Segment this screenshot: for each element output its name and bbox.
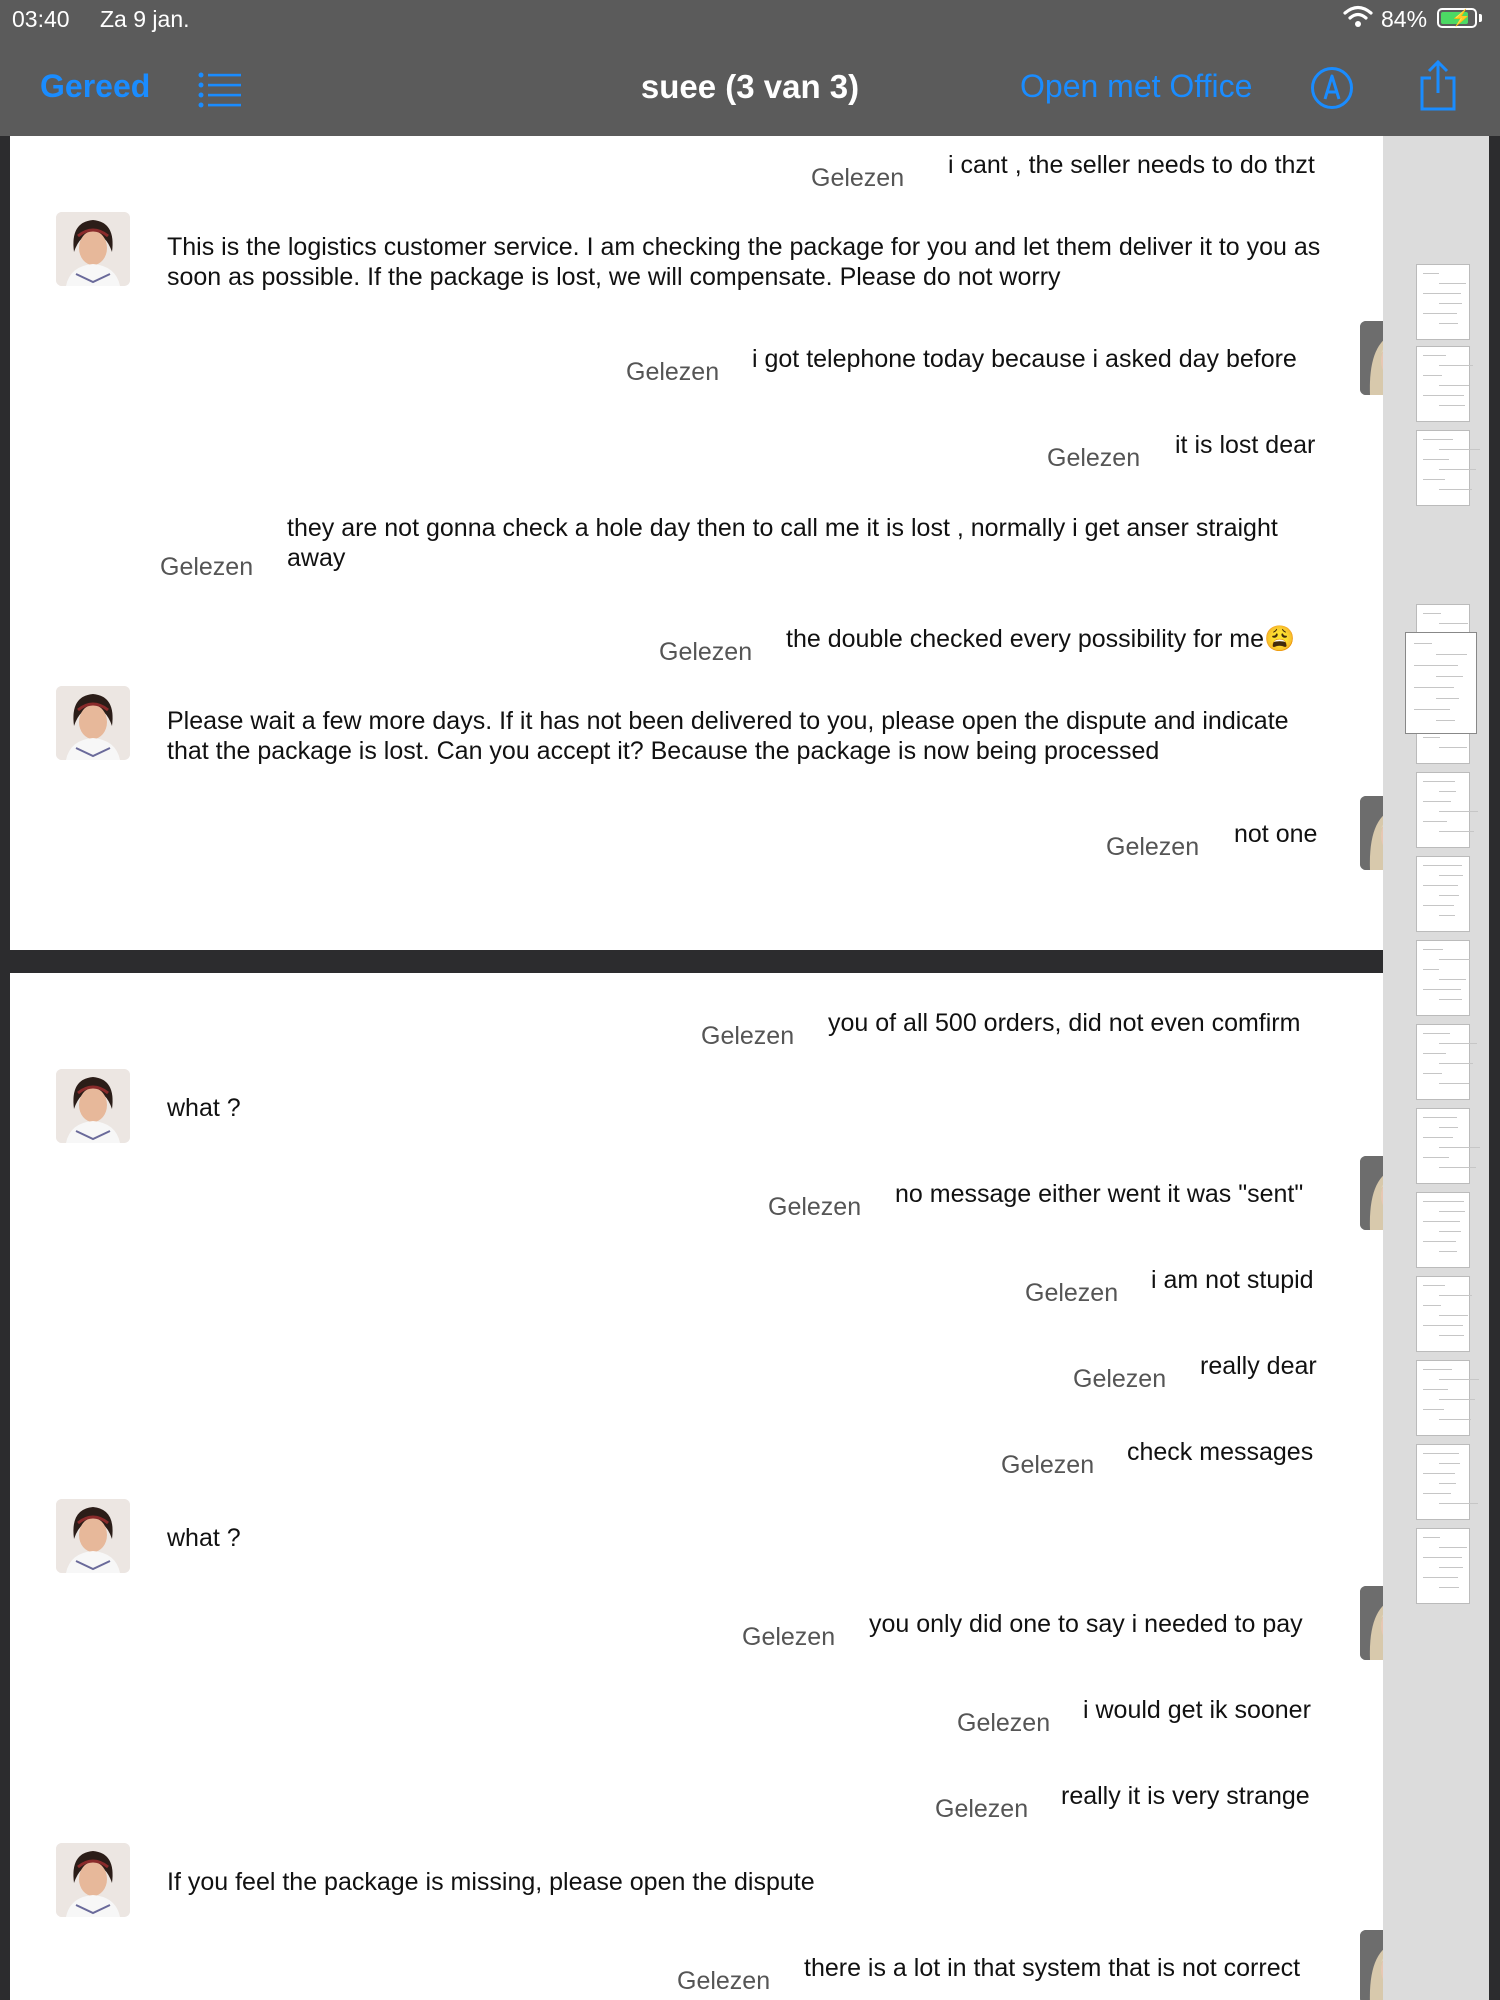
page-thumbnail[interactable] xyxy=(1416,772,1470,848)
read-status: Gelezen xyxy=(811,164,905,192)
seller-avatar xyxy=(56,1499,130,1573)
seller-avatar xyxy=(56,1069,130,1143)
thumbnail-text-line xyxy=(1439,1295,1472,1296)
current-page-thumbnail[interactable] xyxy=(1405,632,1477,734)
thumbnail-text-line xyxy=(1423,613,1441,614)
thumbnail-text-line xyxy=(1439,875,1463,876)
message-text: really it is very strange xyxy=(1061,1782,1310,1810)
thumbnail-text-line xyxy=(1423,1221,1460,1222)
thumbnail-text-line xyxy=(1423,1157,1449,1158)
message-text: you only did one to say i needed to pay xyxy=(869,1610,1303,1638)
thumbnail-text-line xyxy=(1423,1033,1450,1034)
thumbnail-text-line xyxy=(1423,989,1461,990)
thumbnail-text-line xyxy=(1423,1537,1440,1538)
read-status: Gelezen xyxy=(742,1623,836,1651)
thumbnail-text-line xyxy=(1423,375,1442,376)
message-text: you of all 500 orders, did not even comfirm xyxy=(828,1009,1301,1037)
thumbnail-text-line xyxy=(1423,1473,1455,1474)
share-icon[interactable] xyxy=(1418,60,1458,112)
message-text: it is lost dear xyxy=(1175,431,1316,459)
thumbnail-text-line xyxy=(1423,1325,1463,1326)
thumbnail-text-line xyxy=(1439,791,1456,792)
done-button[interactable]: Gereed xyxy=(40,68,151,104)
thumbnail-text-line xyxy=(1423,905,1454,906)
message-text: i cant , the seller needs to do thzt xyxy=(948,151,1315,179)
document-title: suee (3 van 3) xyxy=(640,68,860,105)
thumbnail-text-line xyxy=(1423,1241,1456,1242)
thumbnail-text-line xyxy=(1439,811,1478,812)
message-text: the double checked every possibility for me😩 xyxy=(786,625,1296,653)
page-thumbnail[interactable] xyxy=(1416,1528,1470,1604)
document-page-2 xyxy=(10,973,1484,2000)
page-thumbnail[interactable] xyxy=(1416,940,1470,1016)
battery-icon xyxy=(1437,8,1477,28)
thumbnail-text-line xyxy=(1414,665,1458,666)
seller-avatar xyxy=(56,212,130,286)
message-text: If you feel the package is missing, please open the dispute xyxy=(167,1868,815,1896)
message-text: they are not gonna check a hole day then to call me it is lost , normally i get anser straight away xyxy=(287,514,1278,572)
page-thumbnail[interactable] xyxy=(1416,1192,1470,1268)
thumbnail-text-line xyxy=(1439,283,1466,284)
thumbnail-text-line xyxy=(1439,405,1465,406)
thumbnail-text-line xyxy=(1439,915,1455,916)
read-status: Gelezen xyxy=(957,1709,1051,1737)
thumbnail-text-line xyxy=(1423,1201,1464,1202)
read-status: Gelezen xyxy=(935,1795,1029,1823)
message-text: really dear xyxy=(1200,1352,1317,1380)
markup-pen-icon[interactable] xyxy=(1310,66,1354,110)
thumbnail-text-line xyxy=(1436,698,1459,699)
thumbnail-text-line xyxy=(1439,303,1462,304)
read-status: Gelezen xyxy=(701,1022,795,1050)
message-text: This is the logistics customer service. I am checking the package for you and let them deliver it to you as soon as possible. If the package is lost, we will compensate. Please do not worry xyxy=(167,233,1321,291)
thumbnail-text-line xyxy=(1439,1567,1463,1568)
thumbnail-text-line xyxy=(1423,1305,1441,1306)
page-thumbnail[interactable] xyxy=(1416,1108,1470,1184)
thumbnail-text-line xyxy=(1423,1493,1451,1494)
thumbnail-text-line xyxy=(1423,313,1457,314)
seller-avatar xyxy=(56,686,130,760)
thumbnail-text-line xyxy=(1439,623,1468,624)
read-status: Gelezen xyxy=(677,1967,771,1995)
thumbnail-text-line xyxy=(1423,737,1440,738)
thumbnail-text-line xyxy=(1439,1547,1467,1548)
read-status: Gelezen xyxy=(626,358,720,386)
thumbnail-text-line xyxy=(1423,479,1445,480)
thumbnail-text-line xyxy=(1439,449,1480,450)
document-page-1 xyxy=(10,136,1484,950)
battery-percentage: 84% xyxy=(1381,6,1428,32)
message-text: check messages xyxy=(1127,1438,1314,1466)
thumbnail-text-line xyxy=(1423,273,1439,274)
read-status: Gelezen xyxy=(1047,444,1141,472)
page-thumbnail[interactable] xyxy=(1416,1276,1470,1352)
thumbnail-text-line xyxy=(1439,1063,1473,1064)
page-thumbnail[interactable] xyxy=(1416,1024,1470,1100)
thumbnail-text-line xyxy=(1423,1137,1453,1138)
thumbnail-text-line xyxy=(1439,1127,1458,1128)
message-text: Please wait a few more days. If it has not been delivered to you, please open the dispute and indicate that the package is lost. Can you accept it? Because the package is now being processed xyxy=(167,707,1289,765)
status-date: Za 9 jan. xyxy=(100,6,190,32)
thumbnail-text-line xyxy=(1423,949,1443,950)
thumbnail-text-line xyxy=(1423,865,1462,866)
thumbnail-text-line xyxy=(1439,747,1467,748)
read-status: Gelezen xyxy=(160,553,254,581)
page-thumbnail[interactable] xyxy=(1416,264,1470,340)
thumbnail-text-line xyxy=(1439,1251,1457,1252)
thumbnail-text-line xyxy=(1439,1231,1461,1232)
thumbnail-text-line xyxy=(1439,1043,1477,1044)
thumbnail-text-line xyxy=(1436,720,1455,721)
page-thumbnail[interactable] xyxy=(1416,1360,1470,1436)
thumbnail-text-line xyxy=(1414,643,1432,644)
thumbnail-text-line xyxy=(1439,1379,1479,1380)
thumbnail-text-line xyxy=(1423,1369,1452,1370)
message-text: what ? xyxy=(167,1524,241,1552)
page-thumbnail[interactable] xyxy=(1416,856,1470,932)
thumbnail-text-line xyxy=(1423,1453,1459,1454)
thumbnail-text-line xyxy=(1423,1557,1462,1558)
read-status: Gelezen xyxy=(1001,1451,1095,1479)
thumbnail-text-line xyxy=(1439,959,1470,960)
thumbnail-text-line xyxy=(1439,1503,1478,1504)
status-bar xyxy=(0,0,1500,38)
thumbnail-text-line xyxy=(1439,1335,1464,1336)
thumbnail-text-line xyxy=(1436,676,1463,677)
read-status: Gelezen xyxy=(768,1193,862,1221)
thumbnail-text-line xyxy=(1439,323,1458,324)
message-text: i would get ik sooner xyxy=(1083,1696,1311,1724)
thumbnail-text-line xyxy=(1439,895,1459,896)
thumbnail-text-line xyxy=(1439,1483,1456,1484)
thumbnail-text-line xyxy=(1439,1587,1459,1588)
thumbnail-text-line xyxy=(1423,1389,1448,1390)
message-text: no message either went it was "sent" xyxy=(895,1180,1304,1208)
thumbnail-text-line xyxy=(1439,1167,1476,1168)
read-status: Gelezen xyxy=(1073,1365,1167,1393)
thumbnail-text-line xyxy=(1439,979,1466,980)
thumbnail-text-line xyxy=(1423,781,1455,782)
thumbnail-text-line xyxy=(1423,1117,1457,1118)
status-time: 03:40 xyxy=(12,6,70,32)
thumbnail-text-line xyxy=(1439,1315,1468,1316)
thumbnail-text-line xyxy=(1423,1053,1446,1054)
charging-bolt-icon: ⚡ xyxy=(1451,10,1471,27)
thumbnail-text-line xyxy=(1439,1147,1480,1148)
thumbnail-text-line xyxy=(1423,293,1461,294)
thumbnail-text-line xyxy=(1439,1399,1475,1400)
page-thumbnail[interactable] xyxy=(1416,1444,1470,1520)
thumbnail-text-line xyxy=(1423,801,1451,802)
thumbnail-text-line xyxy=(1439,385,1469,386)
thumbnail-text-line xyxy=(1439,1419,1471,1420)
thumbnail-text-line xyxy=(1439,999,1462,1000)
message-text: i am not stupid xyxy=(1151,1266,1314,1294)
thumbnail-text-line xyxy=(1423,821,1447,822)
thumbnail-text-line xyxy=(1423,459,1449,460)
thumbnail-text-line xyxy=(1423,395,1464,396)
thumbnail-text-line xyxy=(1423,355,1446,356)
open-with-office-button[interactable]: Open met Office xyxy=(1020,68,1253,104)
wifi-icon xyxy=(1343,4,1373,30)
thumbnail-text-line xyxy=(1423,969,1439,970)
thumbnail-text-line xyxy=(1439,831,1474,832)
message-text: what ? xyxy=(167,1094,241,1122)
thumbnail-text-line xyxy=(1439,365,1473,366)
read-status: Gelezen xyxy=(1025,1279,1119,1307)
thumbnail-text-line xyxy=(1414,709,1450,710)
thumbnail-text-line xyxy=(1423,1409,1444,1410)
thumbnail-text-line xyxy=(1423,439,1453,440)
page-thumbnail[interactable] xyxy=(1416,346,1470,422)
page-thumbnail[interactable] xyxy=(1416,430,1470,506)
thumbnail-text-line xyxy=(1423,1285,1445,1286)
battery-tip xyxy=(1479,14,1482,22)
thumbnail-text-line xyxy=(1436,654,1467,655)
thumbnail-text-line xyxy=(1439,1211,1465,1212)
document-toolbar xyxy=(0,38,1500,136)
message-text: i got telephone today because i asked day before xyxy=(752,345,1297,373)
thumbnail-text-line xyxy=(1423,885,1458,886)
page-thumbnail-strip[interactable] xyxy=(1383,136,1489,2000)
message-text: not one xyxy=(1234,820,1318,848)
message-text: there is a lot in that system that is not correct xyxy=(804,1954,1301,1982)
thumbnail-text-line xyxy=(1439,469,1476,470)
thumbnail-text-line xyxy=(1423,1073,1442,1074)
seller-avatar xyxy=(56,1843,130,1917)
read-status: Gelezen xyxy=(1106,833,1200,861)
thumbnail-text-line xyxy=(1439,1083,1469,1084)
thumbnail-text-line xyxy=(1414,687,1454,688)
thumbnail-text-line xyxy=(1439,489,1472,490)
thumbnail-text-line xyxy=(1439,1463,1460,1464)
read-status: Gelezen xyxy=(659,638,753,666)
thumbnail-text-line xyxy=(1423,1577,1458,1578)
